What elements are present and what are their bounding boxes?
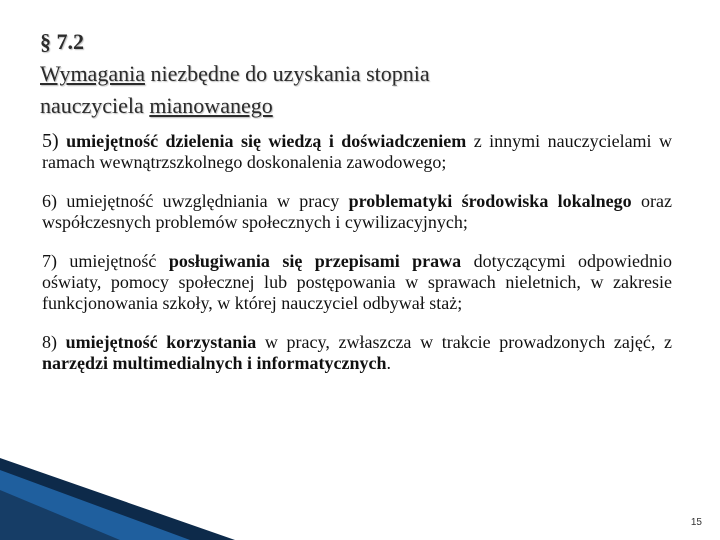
item-bold-text: posługiwania się przepisami prawa: [168, 251, 462, 271]
item-text: dotyczącymi odpowiednio oświaty, pomocy społecznej lub postępowania w sprawach nieletnich, w zakresie funkcjonowania szkoły, w której nauczyciel odbywał staż;: [42, 251, 672, 313]
section-number: § 7.2: [40, 29, 84, 54]
list-item: [42, 191, 672, 233]
item-text: w pracy, zwłaszcza w trakcie prowadzonych zajęć, z: [256, 332, 672, 352]
title-line-2: [40, 90, 600, 122]
item-number: 5): [42, 130, 59, 152]
title-line-1-rest: niezbędne do uzyskania stopnia: [144, 61, 430, 86]
list-item: [42, 131, 672, 173]
list-item: [42, 251, 672, 314]
item-text: z innymi nauczycielami w ramach wewnątrzszkolnego doskonalenia zawodowego;: [42, 131, 673, 172]
item-text-end: .: [386, 353, 391, 373]
requirements-list: [42, 131, 672, 392]
item-bold-text-2: narzędzi multimedialnych i informatycznych: [42, 353, 387, 373]
item-text: oraz współczesnych problemów społecznych i cywilizacyjnych;: [42, 191, 672, 232]
item-bold-text: umiejętność korzystania: [65, 332, 257, 352]
item-bold-text: umiejętność dzielenia się wiedzą i doświadczeniem: [66, 131, 467, 151]
slide-title: [40, 26, 600, 122]
item-text-start: 7) umiejętność: [42, 251, 169, 271]
title-word-requirements: Wymagania: [40, 61, 145, 86]
title-line-2-start: nauczyciela: [40, 93, 150, 118]
item-text-start: 8): [42, 332, 66, 352]
title-line-1: [40, 58, 600, 90]
list-item: [42, 332, 672, 374]
item-text-start: 6) umiejętność uwzględniania w pracy: [42, 191, 349, 211]
item-bold-text: problematyki środowiska lokalnego: [348, 191, 632, 211]
page-number: 15: [690, 517, 702, 528]
title-word-appointed: mianowanego: [149, 93, 273, 118]
